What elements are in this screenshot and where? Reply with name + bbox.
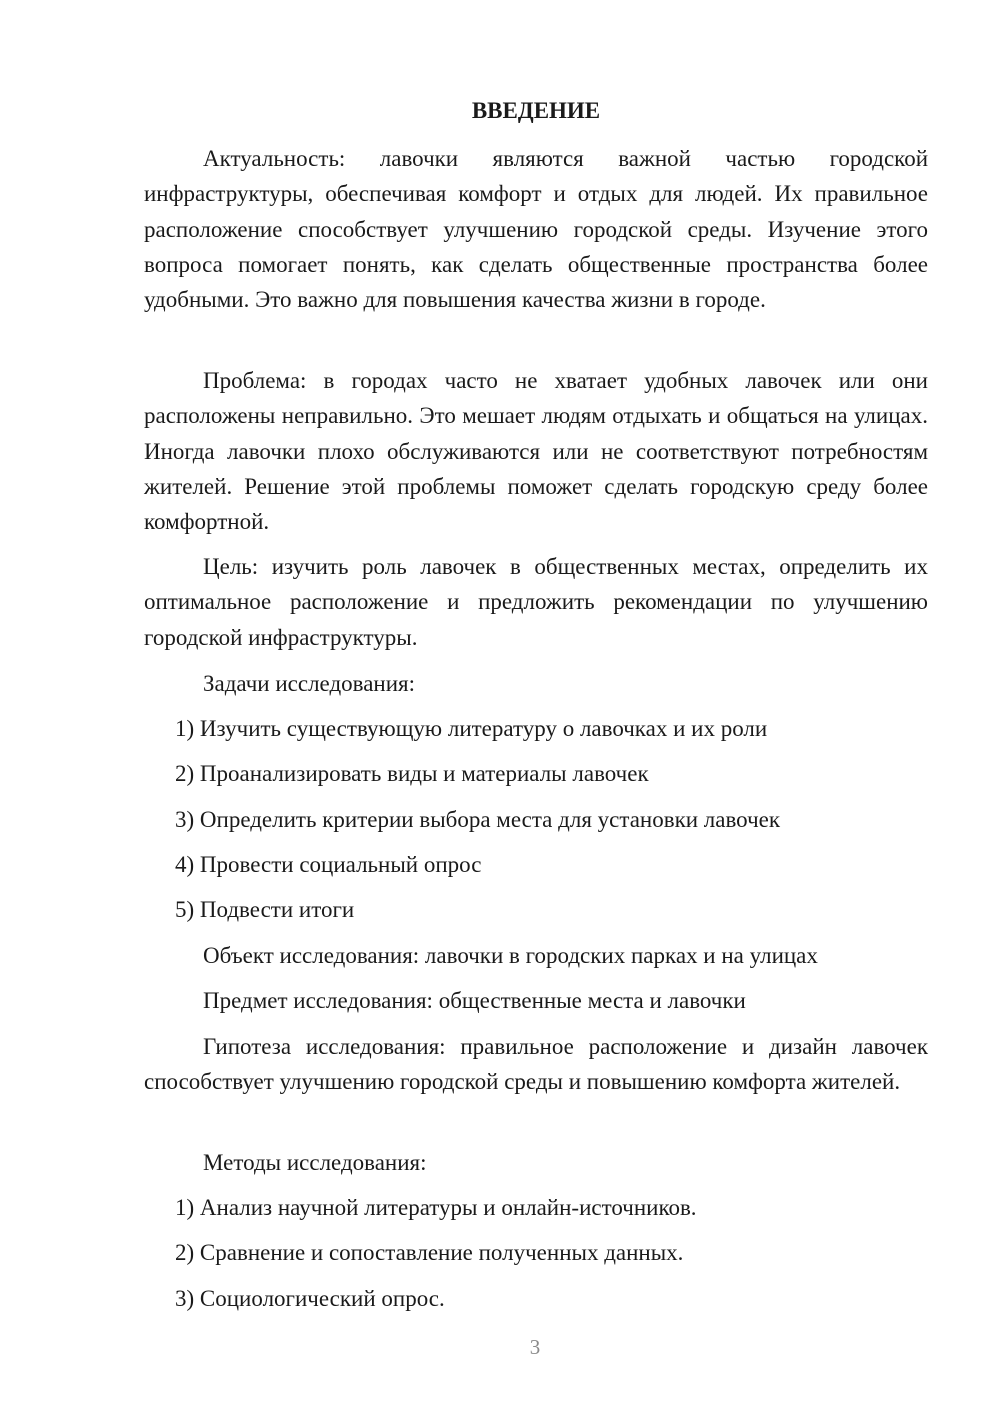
- problem-paragraph: Проблема: в городах часто не хватает удобных лавочек или они расположены неправильно. Это мешает людям отдыхать и общаться на улицах. Иногда лавочки плохо обслуживаются или не соответствуют потребностям жителей. Решение этой проблемы поможет сделать городскую среду более комфортной.: [144, 368, 928, 535]
- task-item: 2) Проанализировать виды и материалы лавочек: [175, 761, 649, 786]
- task-item: 4) Провести социальный опрос: [175, 852, 482, 877]
- tasks-heading: Задачи исследования:: [203, 671, 416, 696]
- task-item: 1) Изучить существующую литературу о лавочках и их роли: [175, 716, 768, 741]
- task-item: 3) Определить критерии выбора места для установки лавочек: [175, 807, 781, 832]
- page-title: ВВЕДЕНИЕ: [471, 98, 601, 123]
- page-number: 3: [529, 1335, 541, 1359]
- goal-paragraph: Цель: изучить роль лавочек в общественных местах, определить их оптимальное расположение и предложить рекомендации по улучшению городской инфраструктуры.: [144, 554, 928, 650]
- research-subject: Предмет исследования: общественные места и лавочки: [203, 988, 746, 1013]
- hypothesis-block: [144, 1029, 928, 1100]
- hypothesis-paragraph: Гипотеза исследования: правильное расположение и дизайн лавочек способствует улучшению городской среды и повышению комфорта жителей.: [144, 1034, 928, 1095]
- task-item: 5) Подвести итоги: [175, 897, 355, 922]
- research-object: Объект исследования: лавочки в городских парках и на улицах: [203, 943, 818, 968]
- relevance-paragraph: Актуальность: лавочки являются важной частью городской инфраструктуры, обеспечивая комфорт и отдых для людей. Их правильное расположение способствует улучшению городской среды. Изучение этого вопроса помогает понять, как сделать общественные пространства более удобными. Это важно для повышения качества жизни в городе.: [144, 146, 928, 313]
- method-item: 1) Анализ научной литературы и онлайн-источников.: [175, 1195, 697, 1220]
- method-item: 2) Сравнение и сопоставление полученных данных.: [175, 1240, 684, 1265]
- problem-block: [144, 363, 928, 539]
- methods-heading: Методы исследования:: [203, 1150, 427, 1175]
- relevance-block: [144, 141, 928, 317]
- goal-block: [144, 549, 928, 655]
- method-item: 3) Социологический опрос.: [175, 1286, 445, 1311]
